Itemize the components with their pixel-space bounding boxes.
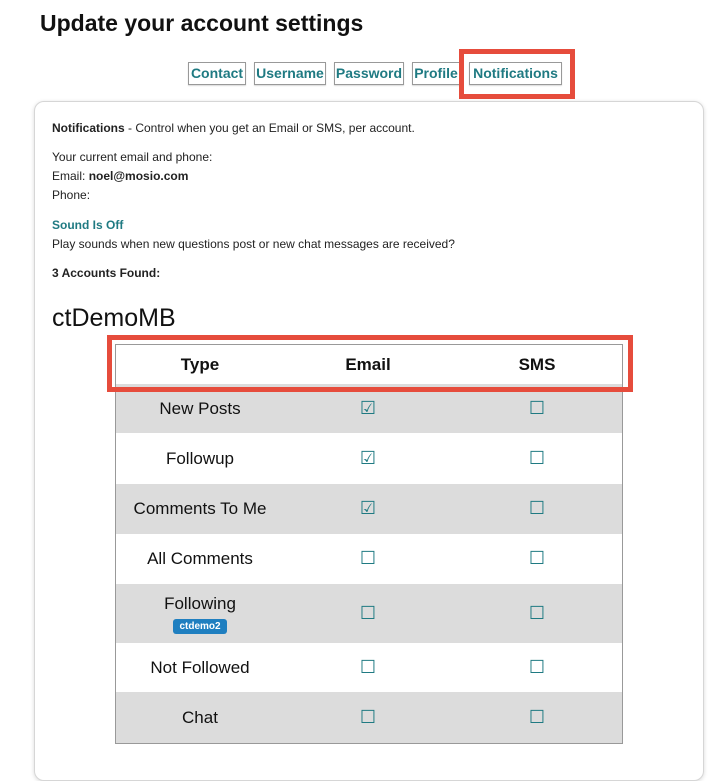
row-type-label: All Comments: [147, 549, 253, 568]
table-header: [116, 345, 622, 384]
column-header-type: Type: [180, 354, 220, 374]
sms-checkbox-not-followed[interactable]: ☐: [528, 656, 546, 677]
email-line: [52, 169, 188, 183]
table-row-chat: [116, 692, 622, 743]
intro-text: [52, 121, 415, 135]
email-checkbox-chat[interactable]: ☐: [359, 706, 377, 727]
row-type-label: Followup: [165, 448, 235, 468]
accounts-found: 3 Accounts Found:: [52, 266, 161, 280]
table-row-comments-to-me: [116, 484, 622, 534]
tab-username[interactable]: Username: [254, 62, 326, 85]
column-header-sms: SMS: [518, 354, 556, 374]
row-type-label: New Posts: [159, 398, 241, 418]
contact-heading: Your current email and phone:: [52, 150, 213, 164]
sound-toggle-link[interactable]: Sound Is Off: [52, 218, 124, 232]
sms-checkbox-chat[interactable]: ☐: [528, 706, 546, 727]
sms-checkbox-comments-to-me[interactable]: ☐: [528, 498, 546, 518]
phone-label: Phone:: [52, 188, 91, 202]
email-value: noel@mosio.com: [88, 169, 189, 183]
email-checkbox-comments-to-me[interactable]: ☑: [359, 498, 377, 518]
email-checkbox-following[interactable]: ☐: [359, 602, 377, 623]
intro-rest: - Control when you get an Email or SMS, per account.: [124, 121, 415, 135]
email-label: Email:: [52, 169, 89, 183]
table-row-following: [116, 584, 622, 643]
row-type-label: Comments To Me: [133, 499, 267, 518]
table-row-all-comments: [116, 534, 622, 584]
following-account-badge: ctdemo2: [173, 619, 226, 634]
intro-bold: Notifications: [52, 121, 125, 135]
email-checkbox-not-followed[interactable]: ☐: [359, 656, 377, 677]
sms-checkbox-new-posts[interactable]: ☐: [528, 397, 546, 418]
tab-notifications[interactable]: Notifications: [469, 62, 562, 85]
email-checkbox-all-comments[interactable]: ☐: [359, 548, 377, 568]
notifications-table: [115, 344, 623, 744]
row-type-label: Chat: [182, 707, 218, 727]
tab-profile[interactable]: Profile: [412, 62, 460, 85]
table-row-followup: [116, 433, 622, 484]
table-row-new-posts: [116, 384, 622, 433]
sms-checkbox-all-comments[interactable]: ☐: [528, 548, 546, 568]
sms-checkbox-following[interactable]: ☐: [528, 602, 546, 623]
account-name: ctDemoMB: [52, 304, 176, 332]
column-header-email: Email: [345, 354, 391, 374]
tab-password[interactable]: Password: [334, 62, 404, 85]
row-type-label: Not Followed: [150, 657, 250, 677]
email-checkbox-followup[interactable]: ☑: [359, 447, 377, 468]
tab-contact[interactable]: Contact: [188, 62, 246, 85]
sms-checkbox-followup[interactable]: ☐: [528, 447, 546, 468]
email-checkbox-new-posts[interactable]: ☑: [359, 397, 377, 418]
row-type-label: Following: [164, 593, 236, 613]
page-title: Update your account settings: [40, 10, 364, 36]
table-row-not-followed: [116, 643, 622, 692]
sound-description: Play sounds when new questions post or new chat messages are received?: [52, 237, 455, 251]
